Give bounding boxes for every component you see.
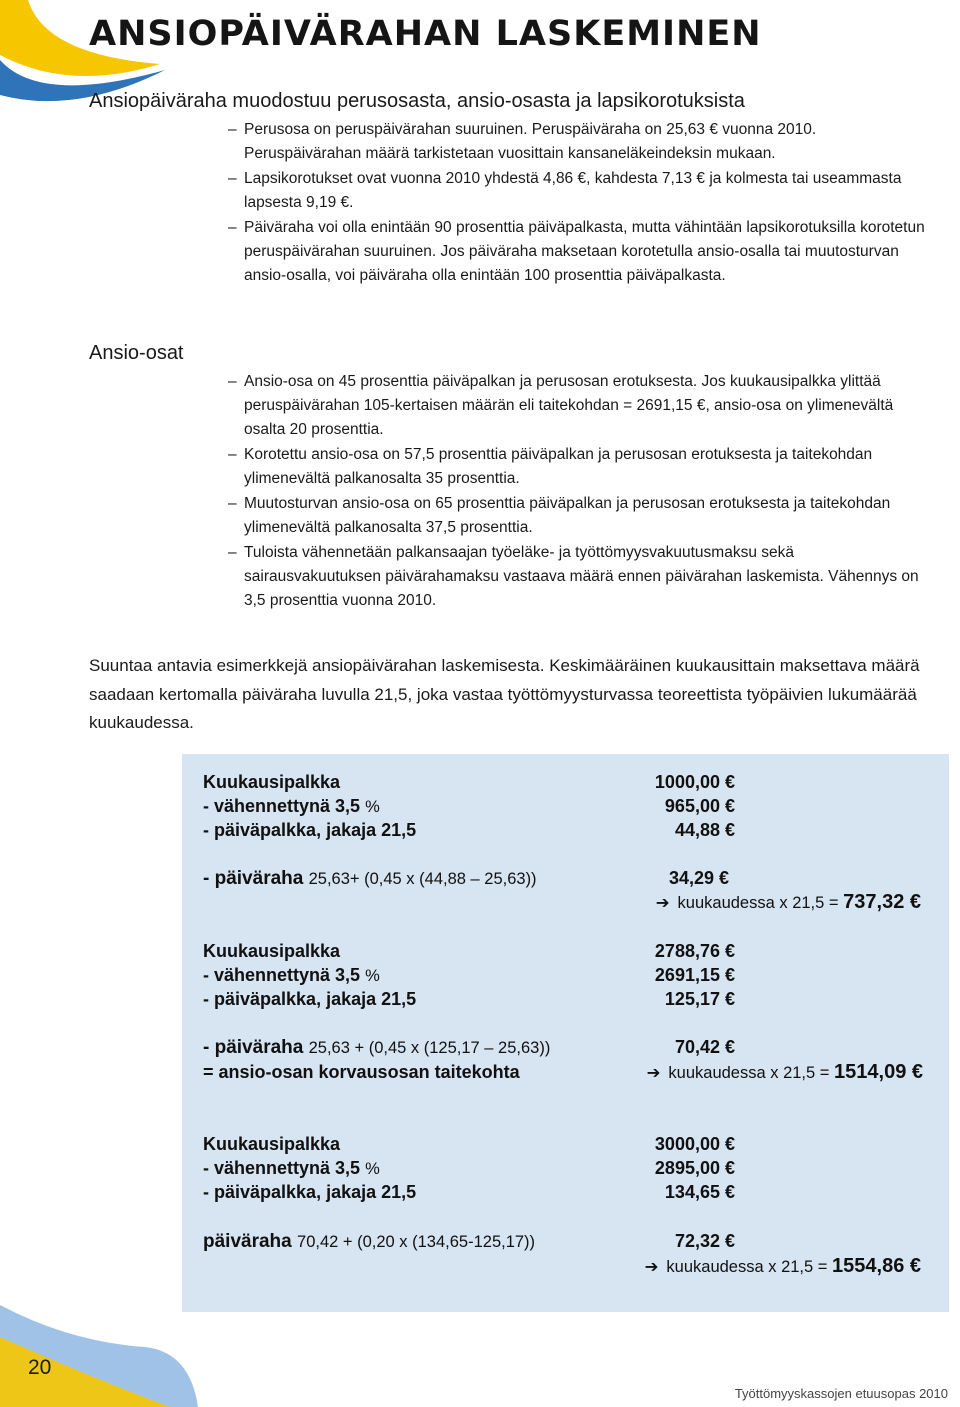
daily-pay-value: 44,88 € [674,820,735,840]
daily-pay-label: - päiväpalkka, jakaja 21,5 [203,820,417,840]
list-item: – Tuloista vähennetään palkansaajan työeläke- ja työttömyysvakuutusmaksu sekä sairausvakuutuksen päivärahamaksu vastaava määrä ennen päivärahan laskemista. Vähennys on 3,5 prosenttia vuonna 2010. [228,541,934,613]
page-number: 20 [28,1356,52,1379]
allowance-value: 72,32 € [674,1231,735,1251]
list-item: – Muutosturvan ansio-osa on 65 prosenttia päiväpalkan ja perusosan erotuksesta ja taitekohdan ylimenevältä palkanosalta 37,5 prosenttia. [228,492,934,540]
allowance-value: 70,42 € [674,1037,735,1057]
daily-pay-label: - päiväpalkka, jakaja 21,5 [203,989,417,1009]
list-item: – Ansio-osa on 45 prosenttia päiväpalkan ja perusosan erotuksesta. Jos kuukausipalkka ylittää peruspäivärahan 105-kertaisen määrän eli taitekohdan = 2691,15 €, ansio-osa on ylimenevältä osalta 20 prosenttia. [228,370,934,442]
monthly-result: ➔ kuukaudessa x 21,5 = 1554,86 € [644,1255,921,1277]
arrow-right-icon: ➔ [646,1064,661,1082]
allowance-label: - päiväraha 25,63 + (0,45 x (125,17 – 25,63)) [203,1037,551,1058]
reduced-value: 2691,15 € [654,965,735,985]
allowance-label: - päiväraha 25,63+ (0,45 x (44,88 – 25,63)) [203,868,537,889]
reduced-label: - vähennettynä 3,5 % [203,965,380,985]
daily-pay-value: 125,17 € [664,989,735,1009]
reduced-label: - vähennettynä 3,5 % [203,796,380,816]
daily-pay-label: - päiväpalkka, jakaja 21,5 [203,1182,417,1202]
monthly-salary-value: 2788,76 € [654,941,735,961]
ansio-osat-bullet-list [228,370,934,614]
examples-intro: Suuntaa antavia esimerkkejä ansiopäivärahan laskemisesta. Keskimääräinen kuukausittain maksettava määrä saadaan kertomalla päiväraha luvulla 21,5, joka vastaa työttömyysturvassa teoreettista työpäivien lukumäärää kuukaudessa. [89,656,920,732]
reduced-value: 965,00 € [664,796,735,816]
monthly-salary-value: 1000,00 € [654,772,735,792]
section-heading-ansio-osat: Ansio-osat [89,342,184,364]
list-item: – Korotettu ansio-osa on 57,5 prosenttia päiväpalkan ja perusosan erotuksesta ja taitekohdan ylimenevältä palkanosalta 35 prosenttia. [228,443,934,491]
monthly-result: ➔ kuukaudessa x 21,5 = 1514,09 € [646,1061,923,1083]
calculation-examples-box [182,754,949,1312]
composition-bullet-list [228,118,934,289]
monthly-result: ➔ kuukaudessa x 21,5 = 737,32 € [655,891,921,913]
arrow-right-icon: ➔ [644,1258,659,1276]
daily-pay-value: 134,65 € [664,1182,735,1202]
section-heading-composition: Ansiopäiväraha muodostuu perusosasta, ansio-osasta ja lapsikorotuksista [89,90,745,112]
reduced-value: 2895,00 € [654,1158,735,1178]
footer-publication-title: Työttömyyskassojen etuusopas 2010 [734,1386,948,1401]
corner-swoosh-bottom [0,1287,200,1407]
allowance-label: päiväraha 70,42 + (0,20 x (134,65-125,17)) [203,1231,536,1252]
monthly-salary-label: Kuukausipalkka [203,941,341,961]
arrow-right-icon: ➔ [655,894,670,912]
threshold-note: = ansio-osan korvausosan taitekohta [203,1062,520,1082]
monthly-salary-label: Kuukausipalkka [203,1134,341,1154]
list-item: – Lapsikorotukset ovat vuonna 2010 yhdestä 4,86 €, kahdesta 7,13 € ja kolmesta tai useammasta lapsesta 9,19 €. [228,167,934,215]
reduced-label: - vähennettynä 3,5 % [203,1158,380,1178]
list-item: – Päiväraha voi olla enintään 90 prosenttia päiväpalkasta, mutta vähintään lapsikorotuksilla korotetun peruspäivärahan suuruinen. Jos päiväraha maksetaan korotetulla ansio-osalla tai muutosturvan ansio-osalla, voi päiväraha olla enintään 100 prosenttia päiväpalkasta. [228,216,934,288]
monthly-salary-value: 3000,00 € [654,1134,735,1154]
monthly-salary-label: Kuukausipalkka [203,772,341,792]
list-item: – Perusosa on peruspäivärahan suuruinen. Peruspäiväraha on 25,63 € vuonna 2010. Peruspäivärahan määrä tarkistetaan vuosittain kansaneläkeindeksin mukaan. [228,118,934,166]
page-title: ANSIOPÄIVÄRAHAN LASKEMINEN [89,14,762,54]
allowance-value: 34,29 € [668,868,729,888]
